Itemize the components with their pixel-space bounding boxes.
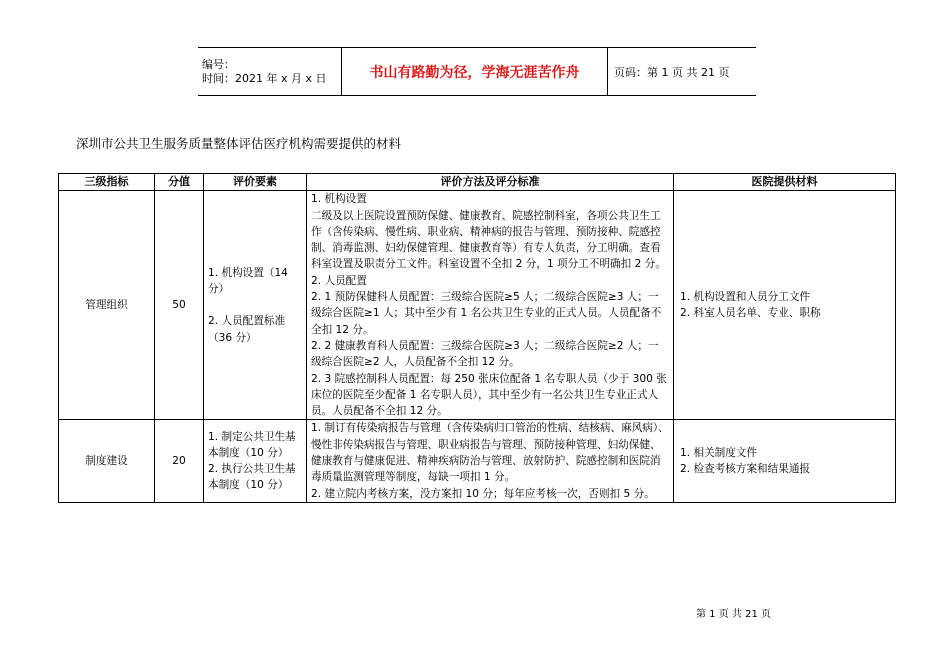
element-item: 2. 人员配置标准（36 分） [208, 315, 286, 344]
method-item: 二级及以上医院设置预防保健、健康教育、院感控制科室，各项公共卫生工作（含传染病、慢性病、职业病、精神病的报告与管理、预防接种、院感控制、消毒监测、妇幼保健管理、健康教育等）有专人负责，分工明确。查看科室设置及职责分工文件。科室设置不全扣 2 分，1 项分工不明确扣 2 分。 [311, 209, 666, 271]
score-cell: 50 [155, 191, 204, 420]
score-cell: 20 [155, 420, 204, 502]
method-item: 2. 1 预防保健科人员配置：三级综合医院≥5 人；二级综合医院≥3 人；一级综合医院≥1 人；其中至少有 1 名公共卫生专业的正式人员。人员配备不全扣 12 分。 [311, 291, 662, 336]
header-meta [198, 48, 342, 96]
method-item: 2. 2 健康教育科人员配置：三级综合医院≥3 人；二级综合医院≥2 人；一级综合医院≥2 人，人员配备不全扣 12 分。 [311, 339, 659, 369]
table-header-row [59, 174, 896, 191]
column-header: 评价方法及评分标准 [307, 174, 674, 191]
page-label: 页码：第 1 页 共 21 页 [608, 48, 757, 96]
element-item: 1. 机构设置（14 分） [208, 266, 288, 296]
evaluation-table [58, 173, 896, 503]
table-row [59, 191, 896, 420]
element-item: 1. 制定公共卫生基本制度（10 分） [208, 430, 296, 459]
column-header: 评价要素 [204, 174, 307, 191]
document-header [198, 47, 756, 96]
material-item: 2. 检查考核方案和结果通报 [680, 463, 811, 476]
table-row [59, 420, 896, 502]
material-item: 1. 相关制度文件 [680, 446, 758, 459]
method-item: 2. 人员配置 [311, 274, 367, 287]
column-header: 分值 [155, 174, 204, 191]
method-item: 2. 3 院感控制科人员配置：每 250 张床位配备 1 名专职人员（少于 300 张床位的医院至少配备 1 名专职人员），其中至少有一名公共卫生专业正式人员。人员配备不全扣 12 分。 [311, 372, 667, 418]
materials-cell [674, 420, 896, 502]
indicator-cell: 管理组织 [59, 191, 155, 420]
method-item: 2. 建立院内考核方案，没方案扣 10 分；每年应考核一次，否则扣 5 分。 [311, 487, 655, 500]
material-item: 2. 科室人员名单、专业、职称 [680, 307, 821, 320]
document-title: 深圳市公共卫生服务质量整体评估医疗机构需要提供的材料 [76, 136, 402, 151]
elements-cell [204, 420, 307, 502]
method-item: 1. 机构设置 [311, 193, 367, 206]
column-header: 三级指标 [59, 174, 155, 191]
indicator-cell: 制度建设 [59, 420, 155, 502]
number-label: 编号： [202, 57, 235, 71]
methods-cell [307, 420, 674, 502]
materials-cell [674, 191, 896, 420]
method-item: 1. 制订有传染病报告与管理（含传染病归口管治的性病、结核病、麻风病）、慢性非传染病报告与管理、职业病报告与管理、预防接种管理、妇幼保健、健康教育与健康促进、精神疾病防治与管理、放射防护、院感控制和医院消毒质量监测管理等制度，每缺一项扣 1 分。 [311, 422, 669, 484]
element-item: 2. 执行公共卫生基本制度（10 分） [208, 463, 296, 492]
time-label: 时间：2021 年 x 月 x 日 [202, 71, 327, 85]
motto: 书山有路勤为径，学海无涯苦作舟 [342, 48, 608, 96]
material-item: 1. 机构设置和人员分工文件 [680, 291, 811, 304]
page-footer: 第 1 页 共 21 页 [696, 609, 771, 620]
element-spacer [208, 297, 302, 313]
elements-cell [204, 191, 307, 420]
methods-cell [307, 191, 674, 420]
column-header: 医院提供材料 [674, 174, 896, 191]
